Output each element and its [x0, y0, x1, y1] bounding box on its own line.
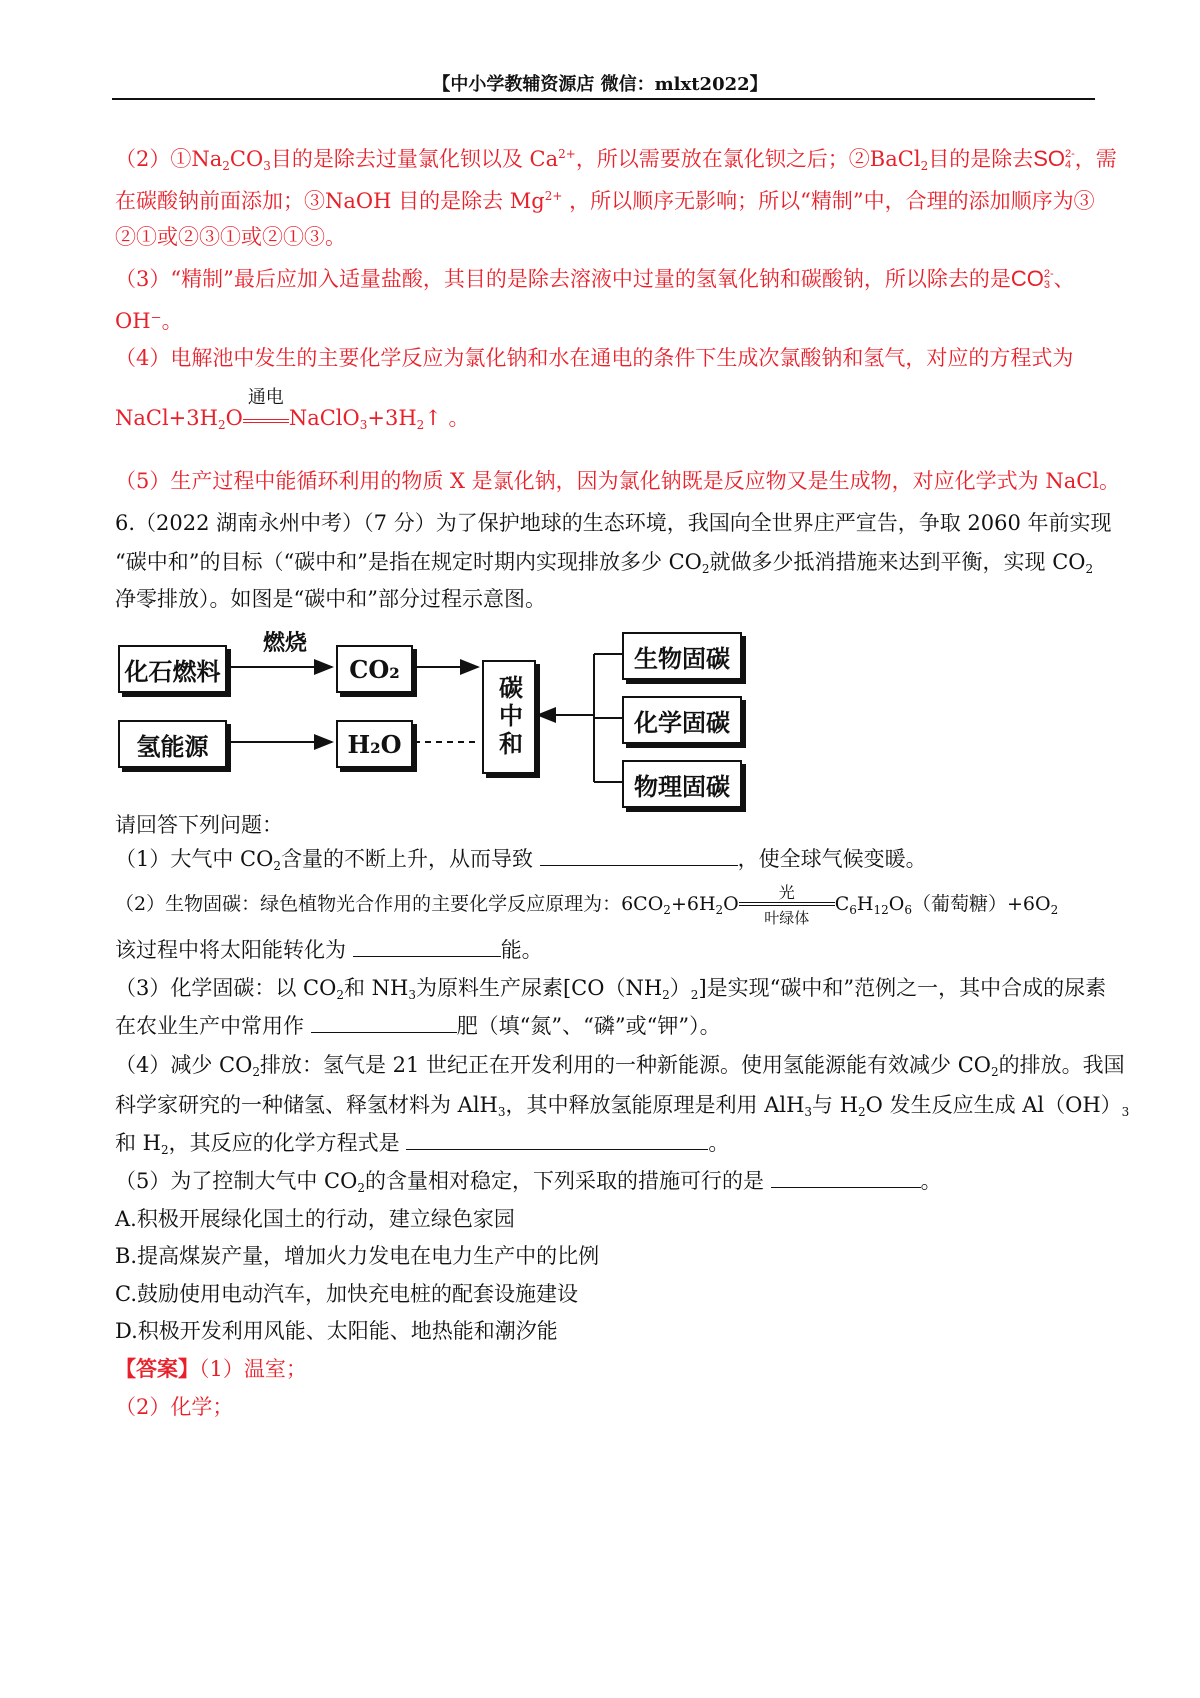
- text: +3H: [367, 406, 417, 430]
- sub: 2: [357, 1181, 365, 1195]
- text: ]是实现“碳中和”范例之一，其中合成的尿素: [698, 976, 1107, 1000]
- solution-3-line-2: OH⁻。: [115, 309, 183, 333]
- sub: 3: [1121, 1105, 1130, 1119]
- sub: 3: [263, 159, 271, 173]
- option-b: B.提高煤炭产量，增加火力发电在电力生产中的比例: [115, 1244, 600, 1268]
- question-part-3-line-2: [115, 1013, 1100, 1039]
- answer-label: 【答案】: [115, 1356, 199, 1381]
- text: 、: [1053, 267, 1075, 291]
- sub: 2: [715, 903, 724, 917]
- answer-2: （2）化学；: [115, 1395, 234, 1419]
- photosynthesis-condition: [739, 885, 835, 925]
- sub: 2: [217, 418, 226, 432]
- question-part-4-line-2: [115, 1092, 1130, 1125]
- sub: 2: [991, 1065, 999, 1079]
- question-part-4-line-1: [115, 1052, 1125, 1085]
- text: “碳中和”的目标（“碳中和”是指在规定时期内实现排放多少 CO: [115, 550, 702, 574]
- text: O 发生反应生成 Al（OH）: [865, 1093, 1122, 1117]
- sub: 2: [858, 1105, 866, 1119]
- text: ，需: [1074, 147, 1117, 171]
- text: 的含量相对稳定，下列采取的措施可行的是: [364, 1169, 764, 1193]
- prompt: 请回答下列问题：: [115, 813, 283, 837]
- text: （4）减少 CO: [115, 1053, 253, 1077]
- text: ，所以需要放在氯化钡之后；②BaCl: [575, 147, 921, 171]
- option-a: A.积极开展绿化国土的行动，建立绿色家园: [115, 1207, 515, 1231]
- sub: 2: [701, 562, 710, 576]
- eq-line: [739, 902, 835, 903]
- text: O: [225, 406, 243, 430]
- text: NaClO: [288, 406, 360, 430]
- bio-carbon-box: 生物固碳: [622, 632, 742, 680]
- page-header: 【中小学教辅资源店 微信：mlxt2022】: [432, 74, 768, 95]
- answer-1: （1）温室；: [199, 1357, 307, 1381]
- sub: 2: [663, 903, 671, 917]
- solution-4-line-1: （4）电解池中发生的主要化学反应为氯化钠和水在通电的条件下生成次氯酸钠和氢气，对应的方程式为: [115, 346, 1074, 370]
- hydrogen-energy-box: 氢能源: [118, 720, 227, 768]
- text: ↑ 。: [424, 406, 470, 430]
- sub: 2: [1085, 562, 1094, 576]
- text: 为原料生产尿素[CO（NH: [415, 976, 663, 1000]
- sub: 6: [849, 903, 857, 917]
- text: （3）化学固碳：以 CO: [115, 976, 337, 1000]
- sub: 2: [161, 1143, 169, 1157]
- carbon-neutral-box: 碳中和: [482, 660, 536, 774]
- sup: 2+: [544, 189, 563, 203]
- text: NaCl+3H: [115, 406, 218, 430]
- text: 含量的不断上升，从而导致: [280, 847, 533, 871]
- sub: 2: [273, 859, 281, 873]
- sulfate-ion: SO 2- 4: [1033, 146, 1075, 172]
- condition-top: 光: [778, 885, 795, 902]
- question-part-2-line-2: [115, 937, 1100, 963]
- text: 和 H: [115, 1131, 161, 1155]
- option-c: C.鼓励使用电动汽车，加快充电桩的配套设施建设: [115, 1282, 578, 1306]
- question-part-4-line-3: [115, 1130, 1100, 1163]
- text: +6H: [670, 893, 716, 915]
- text: 。: [708, 1131, 730, 1155]
- text: O: [723, 893, 739, 915]
- sub: 2: [690, 988, 699, 1002]
- sub: 3: [804, 1105, 813, 1119]
- text: （2）①Na: [115, 147, 223, 171]
- text: （1）大气中 CO: [115, 847, 274, 871]
- sub: 12: [873, 903, 889, 917]
- question-6-line-1: 6.（2022 湖南永州中考）（7 分）为了保护地球的生态环境，我国向全世界庄严宣告，争取 2060 年前实现: [115, 511, 1112, 535]
- text: 目的是除去过量氯化钡以及 Ca: [270, 147, 559, 171]
- sub: 6: [904, 903, 912, 917]
- text: 在碳酸钠前面添加；③NaOH 目的是除去 Mg: [115, 189, 545, 213]
- text: 与 H: [812, 1093, 859, 1117]
- sub: 2: [662, 988, 670, 1002]
- text: 就做多少抵消措施来达到平衡，实现 CO: [709, 550, 1086, 574]
- answer-blank-5[interactable]: [771, 1169, 921, 1188]
- text: 该过程中将太阳能转化为: [115, 938, 346, 962]
- text: O: [888, 893, 905, 915]
- text: 科学家研究的一种储氢、释氢材料为 AlH: [115, 1093, 498, 1117]
- phys-carbon-box: 物理固碳: [622, 760, 742, 808]
- text: （葡萄糖）+6O: [912, 893, 1051, 915]
- fossil-fuel-box: 化石燃料: [118, 645, 227, 693]
- condition-bottom: 叶绿体: [764, 910, 810, 927]
- text: 在农业生产中常用作: [115, 1014, 304, 1038]
- question-part-5: [115, 1168, 1100, 1201]
- text: ，所以顺序无影响；所以“精制”中，合理的添加顺序为③: [569, 189, 1095, 213]
- text: 能。: [500, 938, 543, 962]
- answer-blank-2[interactable]: [353, 938, 501, 957]
- burn-label: 燃烧: [263, 630, 308, 656]
- sub: 2: [222, 159, 230, 173]
- text: C: [834, 893, 850, 915]
- text: （5）为了控制大气中 CO: [115, 1169, 358, 1193]
- answer-line-1: [115, 1356, 1100, 1382]
- sub: 2: [336, 988, 344, 1002]
- answer-blank-4[interactable]: [406, 1131, 708, 1150]
- text: ，其中释放氢能原理是利用 AlH: [505, 1093, 805, 1117]
- text: CO: [229, 147, 264, 171]
- text: 和 NH: [343, 976, 409, 1000]
- sub: 2: [416, 418, 425, 432]
- sup: 2+: [558, 147, 576, 161]
- chem-carbon-box: 化学固碳: [622, 696, 742, 744]
- question-part-3-line-1: [115, 975, 1107, 1008]
- text: ，其反应的化学方程式是: [168, 1131, 400, 1155]
- sub: 2: [920, 159, 929, 173]
- answer-blank-3[interactable]: [311, 1014, 457, 1033]
- text: ，使全球气候变暖。: [737, 847, 927, 871]
- co2-box: CO₂: [336, 645, 413, 693]
- text: H: [856, 893, 874, 915]
- text: （3）“精制”最后应加入适量盐酸，其目的是除去溶液中过量的氢氧化钠和碳酸钠，所以除去的是: [115, 267, 1011, 291]
- answer-blank-1[interactable]: [540, 847, 738, 866]
- sub: 2: [252, 1065, 260, 1079]
- sub: 3: [408, 988, 416, 1002]
- solution-5: （5）生产过程中能循环利用的物质 X 是氯化钠，因为氯化钠既是反应物又是生成物，对应化学式为 NaCl。: [115, 469, 1121, 493]
- text: 排放：氢气是 21 世纪正在开发利用的一种新能源。使用氢能源能有效减少 CO: [259, 1053, 991, 1077]
- question-part-2-line-1: [115, 885, 1100, 925]
- question-6-line-3: 净零排放）。如图是“碳中和”部分过程示意图。: [115, 587, 546, 611]
- text: ）: [669, 976, 691, 1000]
- question-part-1: [115, 846, 1100, 879]
- solution-2-line-3: ②①或②③①或②①③。: [115, 225, 346, 249]
- sub: 3: [359, 418, 368, 432]
- text: 。: [920, 1169, 942, 1193]
- text: 的排放。我国: [998, 1053, 1125, 1077]
- condition-text: 通电: [247, 386, 284, 408]
- text: （2）生物固碳：绿色植物光合作用的主要化学反应原理为：6CO: [115, 893, 664, 915]
- option-d: D.积极开发利用风能、太阳能、地热能和潮汐能: [115, 1319, 558, 1343]
- carbonate-ion: CO 2- 3: [1010, 266, 1054, 292]
- sub: 2: [1050, 903, 1059, 917]
- text: 目的是除去: [928, 147, 1034, 171]
- h2o-box: H₂O: [336, 720, 413, 768]
- text: 肥（填“氮”、“磷”或“钾”）。: [456, 1014, 721, 1038]
- sub: 3: [497, 1105, 506, 1119]
